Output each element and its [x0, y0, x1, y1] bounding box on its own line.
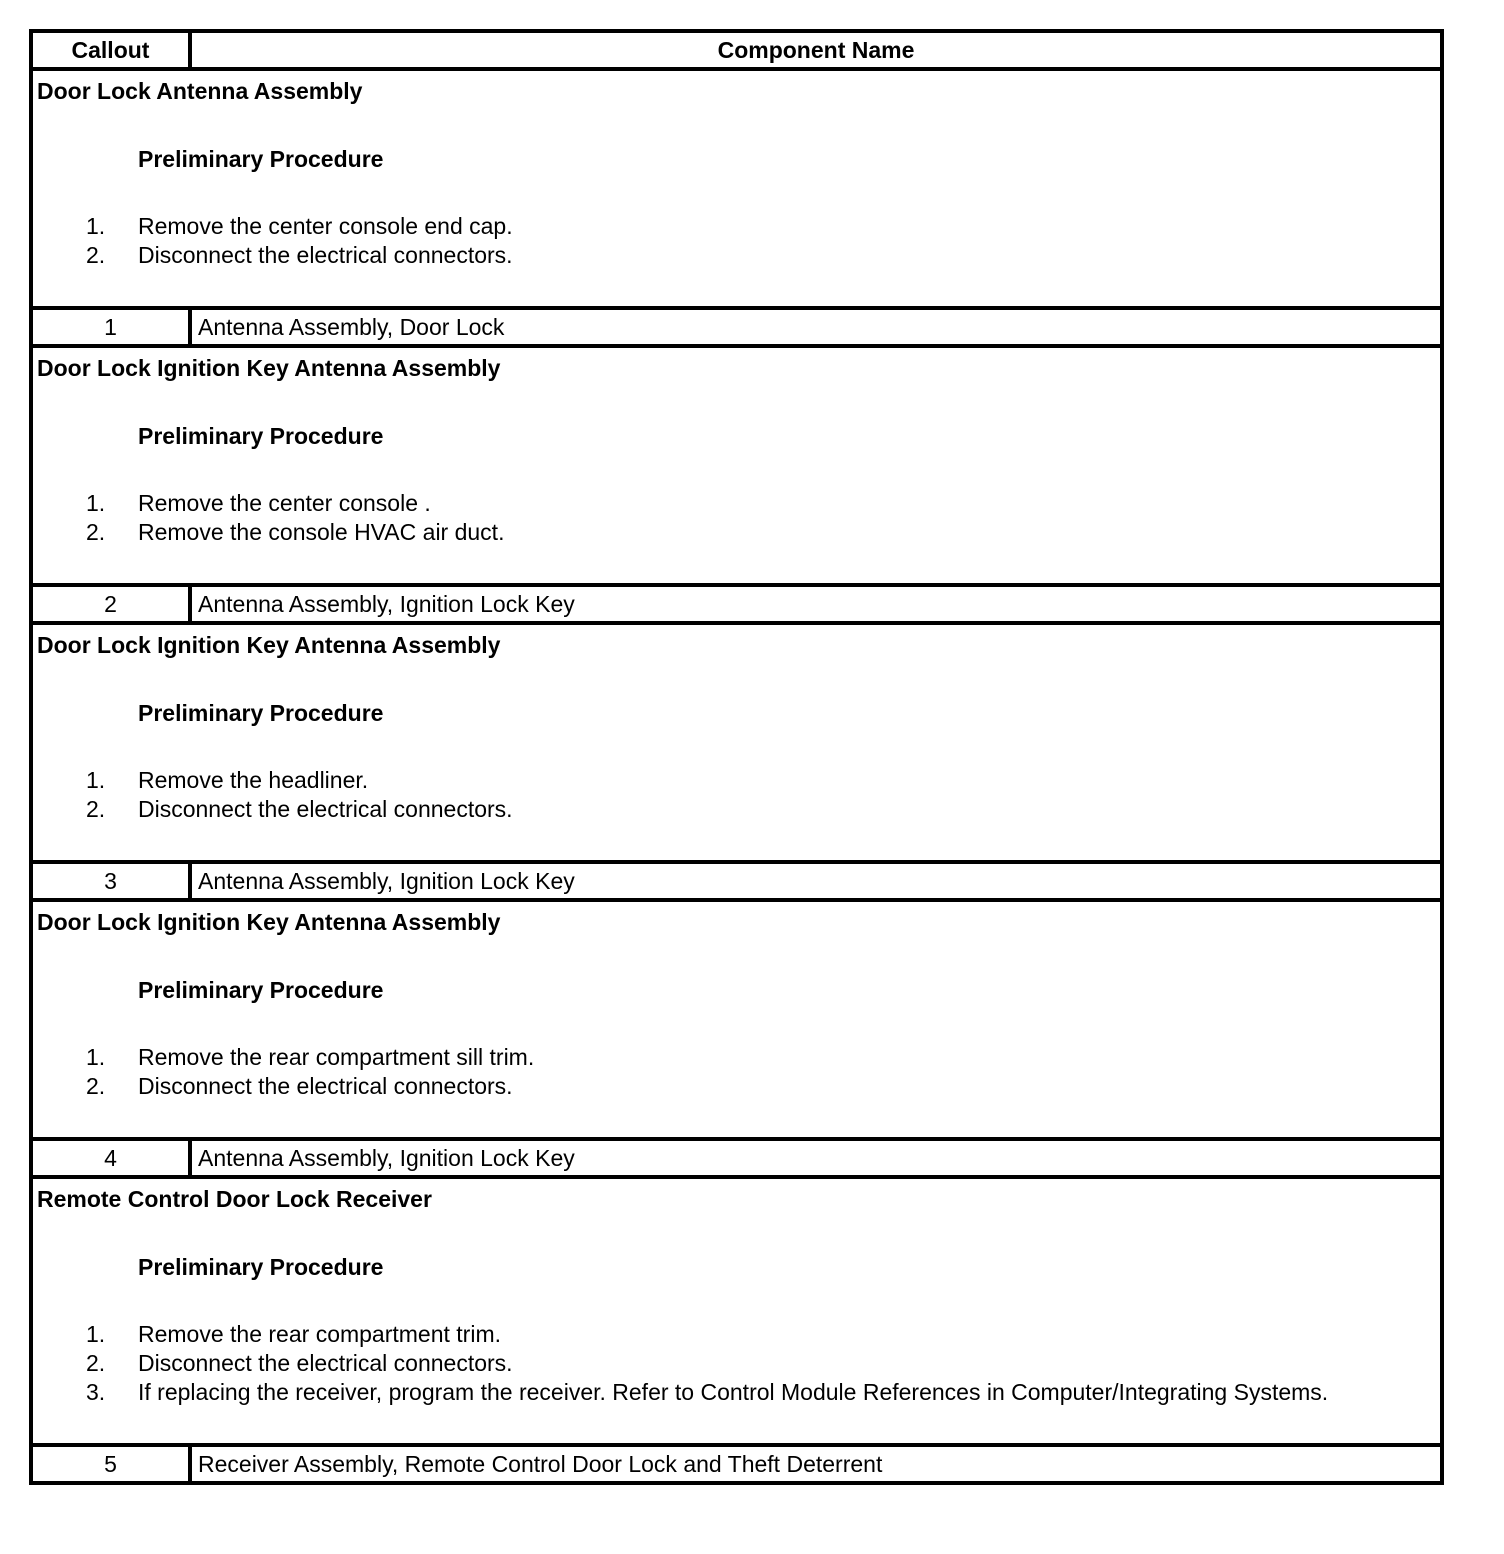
table-row [31, 308, 1442, 346]
component-name: Antenna Assembly, Ignition Lock Key [190, 1139, 1442, 1177]
section-row [31, 900, 1442, 1139]
step-text: Remove the rear compartment sill trim. [138, 1044, 535, 1070]
step-number: 2. [86, 1073, 106, 1099]
procedure-section-5 [31, 1177, 1442, 1445]
step-text: Disconnect the electrical connectors. [138, 242, 513, 268]
step-number: 1. [86, 1321, 106, 1347]
section-row [31, 1177, 1442, 1445]
section-title: Door Lock Ignition Key Antenna Assembly [37, 355, 501, 381]
section-title: Door Lock Ignition Key Antenna Assembly [37, 909, 501, 935]
section-row [31, 69, 1442, 308]
table-row [31, 585, 1442, 623]
step-text: Remove the center console end cap. [138, 213, 513, 239]
section-row [31, 623, 1442, 862]
step-number: 1. [86, 490, 106, 516]
procedure-section-1 [31, 69, 1442, 308]
table-header-row [31, 31, 1442, 69]
component-name: Receiver Assembly, Remote Control Door Lock and Theft Deterrent [190, 1445, 1442, 1483]
step-text: Disconnect the electrical connectors. [138, 796, 513, 822]
step-text: Remove the rear compartment trim. [138, 1321, 502, 1347]
table-row [31, 1445, 1442, 1483]
procedure-label: Preliminary Procedure [138, 423, 384, 449]
callout-number: 3 [31, 862, 190, 900]
callout-number: 4 [31, 1139, 190, 1177]
section-title: Remote Control Door Lock Receiver [37, 1186, 432, 1212]
procedure-label: Preliminary Procedure [138, 146, 384, 172]
header-callout: Callout [31, 31, 190, 69]
step-text: If replacing the receiver, program the receiver. Refer to Control Module References in Computer/Integrating Systems. [138, 1379, 1329, 1405]
step-text: Remove the console HVAC air duct. [138, 519, 505, 545]
header-component-name: Component Name [190, 31, 1442, 69]
step-number: 1. [86, 1044, 106, 1070]
step-number: 2. [86, 1350, 106, 1376]
component-name: Antenna Assembly, Ignition Lock Key [190, 585, 1442, 623]
component-name: Antenna Assembly, Ignition Lock Key [190, 862, 1442, 900]
callout-number: 1 [31, 308, 190, 346]
step-text: Remove the center console . [138, 490, 431, 516]
procedure-label: Preliminary Procedure [138, 977, 384, 1003]
procedure-section-2 [31, 346, 1442, 585]
step-number: 1. [86, 213, 106, 239]
callout-number: 5 [31, 1445, 190, 1483]
step-text: Disconnect the electrical connectors. [138, 1350, 513, 1376]
procedure-label: Preliminary Procedure [138, 1254, 384, 1280]
step-number: 3. [86, 1379, 106, 1405]
procedure-section-3 [31, 623, 1442, 862]
component-table [29, 29, 1444, 1485]
section-title: Door Lock Antenna Assembly [37, 78, 363, 104]
step-number: 2. [86, 519, 106, 545]
callout-number: 2 [31, 585, 190, 623]
table-row [31, 862, 1442, 900]
step-number: 2. [86, 242, 106, 268]
procedure-label: Preliminary Procedure [138, 700, 384, 726]
section-title: Door Lock Ignition Key Antenna Assembly [37, 632, 501, 658]
table-row [31, 1139, 1442, 1177]
step-text: Remove the headliner. [138, 767, 369, 793]
step-text: Disconnect the electrical connectors. [138, 1073, 513, 1099]
section-row [31, 346, 1442, 585]
procedure-section-4 [31, 900, 1442, 1139]
component-name: Antenna Assembly, Door Lock [190, 308, 1442, 346]
step-number: 1. [86, 767, 106, 793]
step-number: 2. [86, 796, 106, 822]
